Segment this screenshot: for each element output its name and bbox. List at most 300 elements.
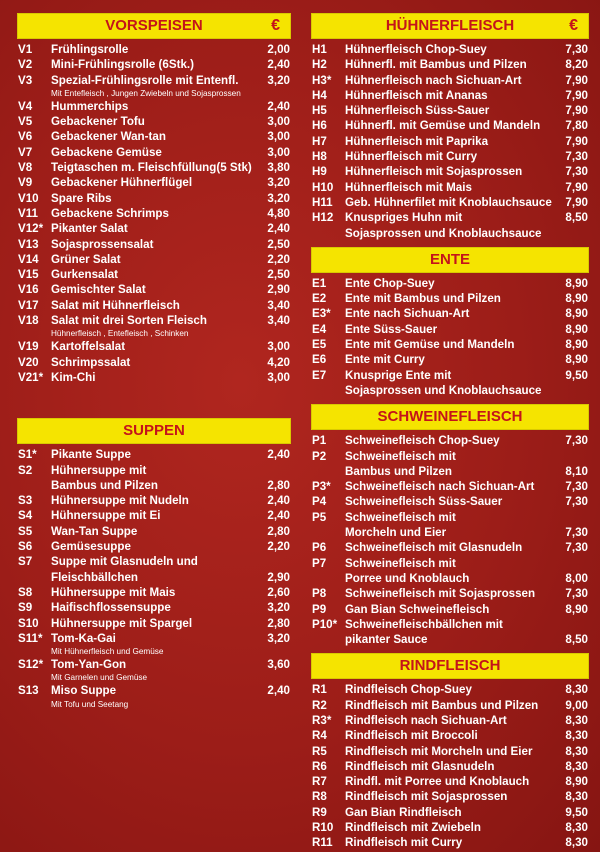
item-name: Hühnerfleisch mit Mais <box>345 180 472 194</box>
menu-item <box>18 129 290 144</box>
item-name: Miso Suppe <box>51 684 117 698</box>
item-code: P6 <box>312 541 327 555</box>
item-code <box>18 478 51 493</box>
item-code <box>312 525 345 540</box>
item-name: Porree und Knoblauch <box>345 571 470 585</box>
menu-item <box>18 160 290 175</box>
item-code: H6 <box>312 119 327 133</box>
item-name: Bambus und Pilzen <box>51 478 158 492</box>
item-price: 2,40 <box>267 58 290 72</box>
menu-item <box>18 267 290 282</box>
item-price: 7,30 <box>565 434 588 448</box>
item-code: H7 <box>312 134 327 148</box>
item-price <box>552 510 588 525</box>
vorspeisen-header <box>18 14 290 38</box>
menu-item <box>312 164 588 179</box>
item-price: 7,90 <box>565 195 588 209</box>
item-code <box>312 571 345 586</box>
menu-item <box>312 556 588 571</box>
menu-item <box>312 149 588 164</box>
menu-item <box>18 175 290 190</box>
menu-item <box>312 322 588 337</box>
item-code: S6 <box>18 540 33 554</box>
item-code: H11 <box>312 195 333 209</box>
item-code: S1* <box>18 448 37 462</box>
item-name: Rindfleisch nach Sichuan-Art <box>345 713 507 727</box>
item-code: R2 <box>312 698 327 712</box>
item-price: 7,30 <box>565 43 588 56</box>
item-price: 2,40 <box>267 684 290 698</box>
item-price: 8,30 <box>565 821 588 835</box>
item-code: H8 <box>312 150 327 164</box>
menu-item <box>312 774 588 789</box>
item-price: 8,30 <box>565 729 588 743</box>
item-code: H10 <box>312 180 334 194</box>
item-name: Schweinefleisch mit Sojasprossen <box>345 587 536 601</box>
item-code: V21* <box>18 370 44 384</box>
item-name: Haifischflossensuppe <box>51 601 171 615</box>
menu-item <box>312 698 588 713</box>
right-column <box>312 14 588 851</box>
menu-item <box>18 282 290 297</box>
item-price: 9,50 <box>565 805 588 819</box>
item-name: Rindfleisch mit Zwiebeln <box>345 821 481 835</box>
item-price: 8,20 <box>565 58 588 72</box>
item-price: 8,90 <box>565 338 588 352</box>
item-code: V17 <box>18 298 39 312</box>
item-code: E1 <box>312 276 327 290</box>
item-name: Hühnerfleisch Süss-Sauer <box>345 104 490 118</box>
vorspeisen-list <box>18 38 290 385</box>
item-name: Bambus und Pilzen <box>345 464 452 478</box>
item-price: 3,40 <box>267 314 290 328</box>
item-code: E6 <box>312 353 327 367</box>
item-price: 2,90 <box>267 570 290 584</box>
item-name: Rindfleisch mit Morcheln und Eier <box>345 744 533 758</box>
menu-item <box>312 276 588 291</box>
menu-item <box>312 134 588 149</box>
item-name: Gemischter Salat <box>51 283 146 297</box>
menu-item <box>312 510 588 525</box>
item-name: Sojasprossen und Knoblauchsauce <box>345 383 542 397</box>
item-price: 3,00 <box>267 130 290 144</box>
menu-item <box>312 632 588 647</box>
menu-item <box>312 352 588 367</box>
suppen-title: SUPPEN <box>123 422 185 440</box>
menu-item <box>312 73 588 88</box>
item-price: 2,40 <box>267 494 290 508</box>
item-code: V4 <box>18 99 33 113</box>
item-name: Hühnersuppe mit Ei <box>51 509 161 523</box>
huehnerfleisch-header <box>312 14 588 38</box>
menu-item <box>18 57 290 72</box>
item-price: 3,20 <box>267 176 290 190</box>
item-name: Wan-Tan Suppe <box>51 524 138 538</box>
item-price: 9,00 <box>565 698 588 712</box>
item-code: S9 <box>18 601 33 615</box>
item-price: 2,50 <box>267 237 290 251</box>
menu-item <box>18 657 290 672</box>
item-name: Gebackene Schrimps <box>51 206 169 220</box>
item-name: Rindfleisch mit Bambus und Pilzen <box>345 698 539 712</box>
item-name: Schweinefleisch mit Glasnudeln <box>345 541 523 555</box>
item-price: 2,90 <box>267 283 290 297</box>
item-code <box>312 226 345 241</box>
item-name: Pikante Suppe <box>51 448 131 462</box>
item-name: Hühnersuppe mit <box>51 463 147 477</box>
item-code: S13 <box>18 684 39 698</box>
item-code: V16 <box>18 283 39 297</box>
item-code: H2 <box>312 58 327 72</box>
menu-item <box>18 493 290 508</box>
item-code: V18 <box>18 314 39 328</box>
menu-item <box>312 118 588 133</box>
menu-item <box>312 759 588 774</box>
item-price: 7,90 <box>565 134 588 148</box>
menu-item <box>312 617 588 632</box>
menu-item <box>18 99 290 114</box>
menu-item <box>312 464 588 479</box>
item-code <box>312 383 345 398</box>
menu-item <box>18 114 290 129</box>
item-code: S7 <box>18 555 33 569</box>
item-price <box>552 226 588 241</box>
item-name: Tom-Ka-Gai <box>51 631 116 645</box>
item-price: 3,40 <box>267 298 290 312</box>
menu-item <box>312 494 588 509</box>
item-code: R1 <box>312 683 327 697</box>
item-name: Hühnerfleisch Chop-Suey <box>345 43 487 56</box>
menu-item <box>312 682 588 697</box>
menu-item <box>312 713 588 728</box>
item-price: 7,30 <box>565 526 588 540</box>
item-code <box>312 632 345 647</box>
item-name: Gebackener Hühnerflügel <box>51 176 193 190</box>
menu-item <box>312 103 588 118</box>
item-name: Grüner Salat <box>51 252 121 266</box>
item-price: 4,80 <box>267 206 290 220</box>
item-name: Hummerchips <box>51 99 129 113</box>
item-price: 2,00 <box>267 43 290 56</box>
item-code: E4 <box>312 322 327 336</box>
item-name: Schweinefleisch mit <box>345 556 456 570</box>
item-name: Frühlingsrolle <box>51 43 129 56</box>
menu-item <box>18 585 290 600</box>
item-code: S2 <box>18 463 33 477</box>
menu-item <box>18 447 290 462</box>
menu-item <box>18 252 290 267</box>
item-price: 7,90 <box>565 88 588 102</box>
item-name: Ente mit Gemüse und Mandeln <box>345 338 515 352</box>
item-code: V19 <box>18 340 39 354</box>
menu-item <box>18 554 290 569</box>
menu-item <box>18 73 290 88</box>
menu-item <box>18 313 290 328</box>
item-code: R7 <box>312 775 327 789</box>
item-price: 8,90 <box>565 322 588 336</box>
menu-item <box>312 602 588 617</box>
menu-item <box>312 744 588 759</box>
item-code: R8 <box>312 790 327 804</box>
menu-item <box>18 600 290 615</box>
item-code: V7 <box>18 145 33 159</box>
item-code: E2 <box>312 292 327 306</box>
item-code: R5 <box>312 744 327 758</box>
item-code: V9 <box>18 176 33 190</box>
item-code: P1 <box>312 434 327 448</box>
item-price: 3,20 <box>267 191 290 205</box>
item-name: Spare Ribs <box>51 191 112 205</box>
item-name: Sojasprossensalat <box>51 237 154 251</box>
item-price: 8,90 <box>565 602 588 616</box>
item-price: 7,90 <box>565 180 588 194</box>
vorspeisen-title: VORSPEISEN <box>105 17 203 34</box>
item-price: 3,00 <box>267 370 290 384</box>
item-price: 7,30 <box>565 480 588 494</box>
item-code: S12* <box>18 658 44 672</box>
item-price: 3,20 <box>267 73 290 87</box>
menu-item <box>312 820 588 835</box>
item-price: 8,30 <box>565 744 588 758</box>
item-code: E7 <box>312 368 327 382</box>
item-name: Hühnerfleisch mit Sojasprossen <box>345 165 523 179</box>
item-code: V14 <box>18 252 39 266</box>
item-price: 8,90 <box>565 307 588 321</box>
item-code: V20 <box>18 355 39 369</box>
item-name: Geb. Hühnerfilet mit Knoblauchsauce <box>345 195 552 209</box>
item-name: Mini-Frühlingsrolle (6Stk.) <box>51 58 194 72</box>
item-name: Salat mit Hühnerfleisch <box>51 298 180 312</box>
item-price: 3,80 <box>267 161 290 175</box>
item-price: 2,40 <box>267 509 290 523</box>
item-code <box>312 464 345 479</box>
menu-item <box>18 298 290 313</box>
item-code: P9 <box>312 602 327 616</box>
menu-item <box>312 586 588 601</box>
menu-item <box>312 57 588 72</box>
item-name: Schweinefleischbällchen mit <box>345 617 503 631</box>
menu-item <box>18 145 290 160</box>
item-code: S4 <box>18 509 33 523</box>
menu-item <box>18 221 290 236</box>
menu-item <box>18 508 290 523</box>
menu-item <box>312 226 588 241</box>
menu-item <box>312 789 588 804</box>
menu-item <box>312 180 588 195</box>
item-price: 2,40 <box>267 99 290 113</box>
item-price: 8,10 <box>565 464 588 478</box>
item-price: 3,00 <box>267 340 290 354</box>
menu-item <box>18 683 290 698</box>
schweinefleisch-list <box>312 429 588 647</box>
item-code: S10 <box>18 616 39 630</box>
item-name: Rindfleisch mit Broccoli <box>345 729 478 743</box>
item-price: 7,30 <box>565 541 588 555</box>
ente-list <box>312 272 588 398</box>
menu-item <box>312 805 588 820</box>
item-code: P5 <box>312 510 327 524</box>
menu-item <box>18 206 290 221</box>
item-code: H12 <box>312 211 334 225</box>
menu-item <box>18 539 290 554</box>
item-name: Spezial-Frühlingsrolle mit Entenfl. <box>51 73 239 87</box>
item-name: Schweinefleisch nach Sichuan-Art <box>345 480 535 494</box>
left-column <box>18 14 290 710</box>
menu-item <box>18 616 290 631</box>
item-price <box>552 617 588 632</box>
item-name: Rindfleisch mit Sojasprossen <box>345 790 508 804</box>
suppen-list <box>18 443 290 709</box>
item-name: Rindfl. mit Porree und Knoblauch <box>345 775 530 789</box>
item-name: Salat mit drei Sorten Fleisch <box>51 314 207 328</box>
menu-item <box>312 337 588 352</box>
item-price <box>552 556 588 571</box>
item-price: 3,20 <box>267 631 290 645</box>
menu-item <box>312 306 588 321</box>
menu-item <box>18 478 290 493</box>
item-name: Pikanter Salat <box>51 222 128 236</box>
item-code: V8 <box>18 161 33 175</box>
item-price <box>254 463 290 478</box>
item-price: 8,90 <box>565 276 588 290</box>
item-price <box>552 383 588 398</box>
item-code: V3 <box>18 73 33 87</box>
item-code: S5 <box>18 524 33 538</box>
item-name: Schweinefleisch mit <box>345 449 456 463</box>
menu-item <box>18 355 290 370</box>
item-price: 8,30 <box>565 759 588 773</box>
item-price: 2,50 <box>267 268 290 282</box>
item-note: Mit Tofu und Seetang <box>51 699 129 709</box>
menu-item <box>312 433 588 448</box>
item-code: V5 <box>18 115 33 129</box>
rindfleisch-title: RINDFLEISCH <box>399 657 501 675</box>
item-price: 8,50 <box>565 633 588 647</box>
item-name: Hühnerfl. mit Gemüse und Mandeln <box>345 119 541 133</box>
item-code: R11 <box>312 836 333 850</box>
item-code: R6 <box>312 759 327 773</box>
item-price: 8,50 <box>565 211 588 225</box>
item-name: Rindfleisch Chop-Suey <box>345 683 472 697</box>
item-note: Mit Garnelen und Gemüse <box>51 673 148 683</box>
item-code: P3* <box>312 480 331 494</box>
item-price: 7,30 <box>565 495 588 509</box>
item-name: Ente mit Bambus und Pilzen <box>345 292 501 306</box>
rindfleisch-list <box>312 678 588 850</box>
item-note: Mit Hühnerfleisch und Gemüse <box>51 647 164 657</box>
menu-item <box>312 88 588 103</box>
item-price: 2,40 <box>267 448 290 462</box>
item-price: 3,00 <box>267 145 290 159</box>
item-name: Gemüsesuppe <box>51 540 131 554</box>
item-code: V6 <box>18 130 33 144</box>
item-price: 8,30 <box>565 683 588 697</box>
vorspeisen-currency: € <box>271 17 280 34</box>
item-price: 9,50 <box>565 368 588 382</box>
huehnerfleisch-title: HÜHNERFLEISCH <box>385 17 515 34</box>
item-code: R4 <box>312 729 327 743</box>
item-code: V2 <box>18 58 33 72</box>
item-price: 8,30 <box>565 790 588 804</box>
huehnerfleisch-currency: € <box>569 17 578 34</box>
item-name: Schweinefleisch mit <box>345 510 456 524</box>
item-price: 7,30 <box>565 150 588 164</box>
item-price: 2,20 <box>267 540 290 554</box>
item-code: P8 <box>312 587 327 601</box>
item-code: H5 <box>312 104 327 118</box>
item-code: H9 <box>312 165 327 179</box>
menu-item <box>18 524 290 539</box>
item-name: Teigtaschen m. Fleischfüllung(5 Stk) <box>51 161 252 175</box>
item-code: V12* <box>18 222 44 236</box>
item-code: V15 <box>18 268 39 282</box>
menu-item <box>312 525 588 540</box>
item-price: 8,90 <box>565 292 588 306</box>
item-name: pikanter Sauce <box>345 633 428 647</box>
schweinefleisch-title: SCHWEINEFLEISCH <box>377 408 523 426</box>
item-code: S11* <box>18 631 43 645</box>
schweinefleisch-header <box>312 405 588 429</box>
item-code: R9 <box>312 805 327 819</box>
menu-item <box>18 631 290 646</box>
menu-item <box>312 383 588 398</box>
menu-item <box>312 195 588 210</box>
item-code: E3* <box>312 307 331 321</box>
item-code <box>18 570 51 585</box>
item-price: 7,30 <box>565 587 588 601</box>
menu-item <box>18 42 290 57</box>
ente-header <box>312 248 588 272</box>
item-code: S3 <box>18 494 33 508</box>
menu-item <box>18 463 290 478</box>
suppen-header <box>18 419 290 443</box>
item-code: E5 <box>312 338 327 352</box>
item-code: H3* <box>312 73 332 87</box>
item-price: 2,80 <box>267 524 290 538</box>
item-name: Schweinefleisch Süss-Sauer <box>345 495 503 509</box>
item-name: Schweinefleisch Chop-Suey <box>345 434 500 448</box>
menu-item <box>18 339 290 354</box>
item-price: 8,30 <box>565 713 588 727</box>
item-note: Mit Entefleisch , Jungen Zwiebeln und Sojasprossen <box>51 88 241 98</box>
item-name: Hühnersuppe mit Nudeln <box>51 494 189 508</box>
menu-item <box>312 368 588 383</box>
item-price: 2,60 <box>267 585 290 599</box>
item-price: 2,40 <box>267 222 290 236</box>
item-name: Gurkensalat <box>51 268 119 282</box>
item-price: 8,90 <box>565 775 588 789</box>
item-name: Ente Süss-Sauer <box>345 322 438 336</box>
menu-item <box>312 210 588 225</box>
item-code: V11 <box>18 206 38 220</box>
item-name: Gan Bian Rindfleisch <box>345 805 462 819</box>
item-price: 2,80 <box>267 616 290 630</box>
menu-item <box>18 237 290 252</box>
item-price: 3,60 <box>267 658 290 672</box>
item-name: Rindfleisch mit Curry <box>345 836 463 850</box>
item-name: Suppe mit Glasnudeln und <box>51 555 198 569</box>
item-name: Sojasprossen und Knoblauchsauce <box>345 226 542 240</box>
item-name: Gebackener Wan-tan <box>51 130 166 144</box>
item-name: Morcheln und Eier <box>345 526 447 540</box>
item-name: Knusprige Ente mit <box>345 368 452 382</box>
item-code: R10 <box>312 821 334 835</box>
item-price: 7,30 <box>565 165 588 179</box>
rindfleisch-header <box>312 654 588 678</box>
item-name: Ente nach Sichuan-Art <box>345 307 470 321</box>
item-name: Gebackene Gemüse <box>51 145 162 159</box>
item-name: Kim-Chi <box>51 370 96 384</box>
